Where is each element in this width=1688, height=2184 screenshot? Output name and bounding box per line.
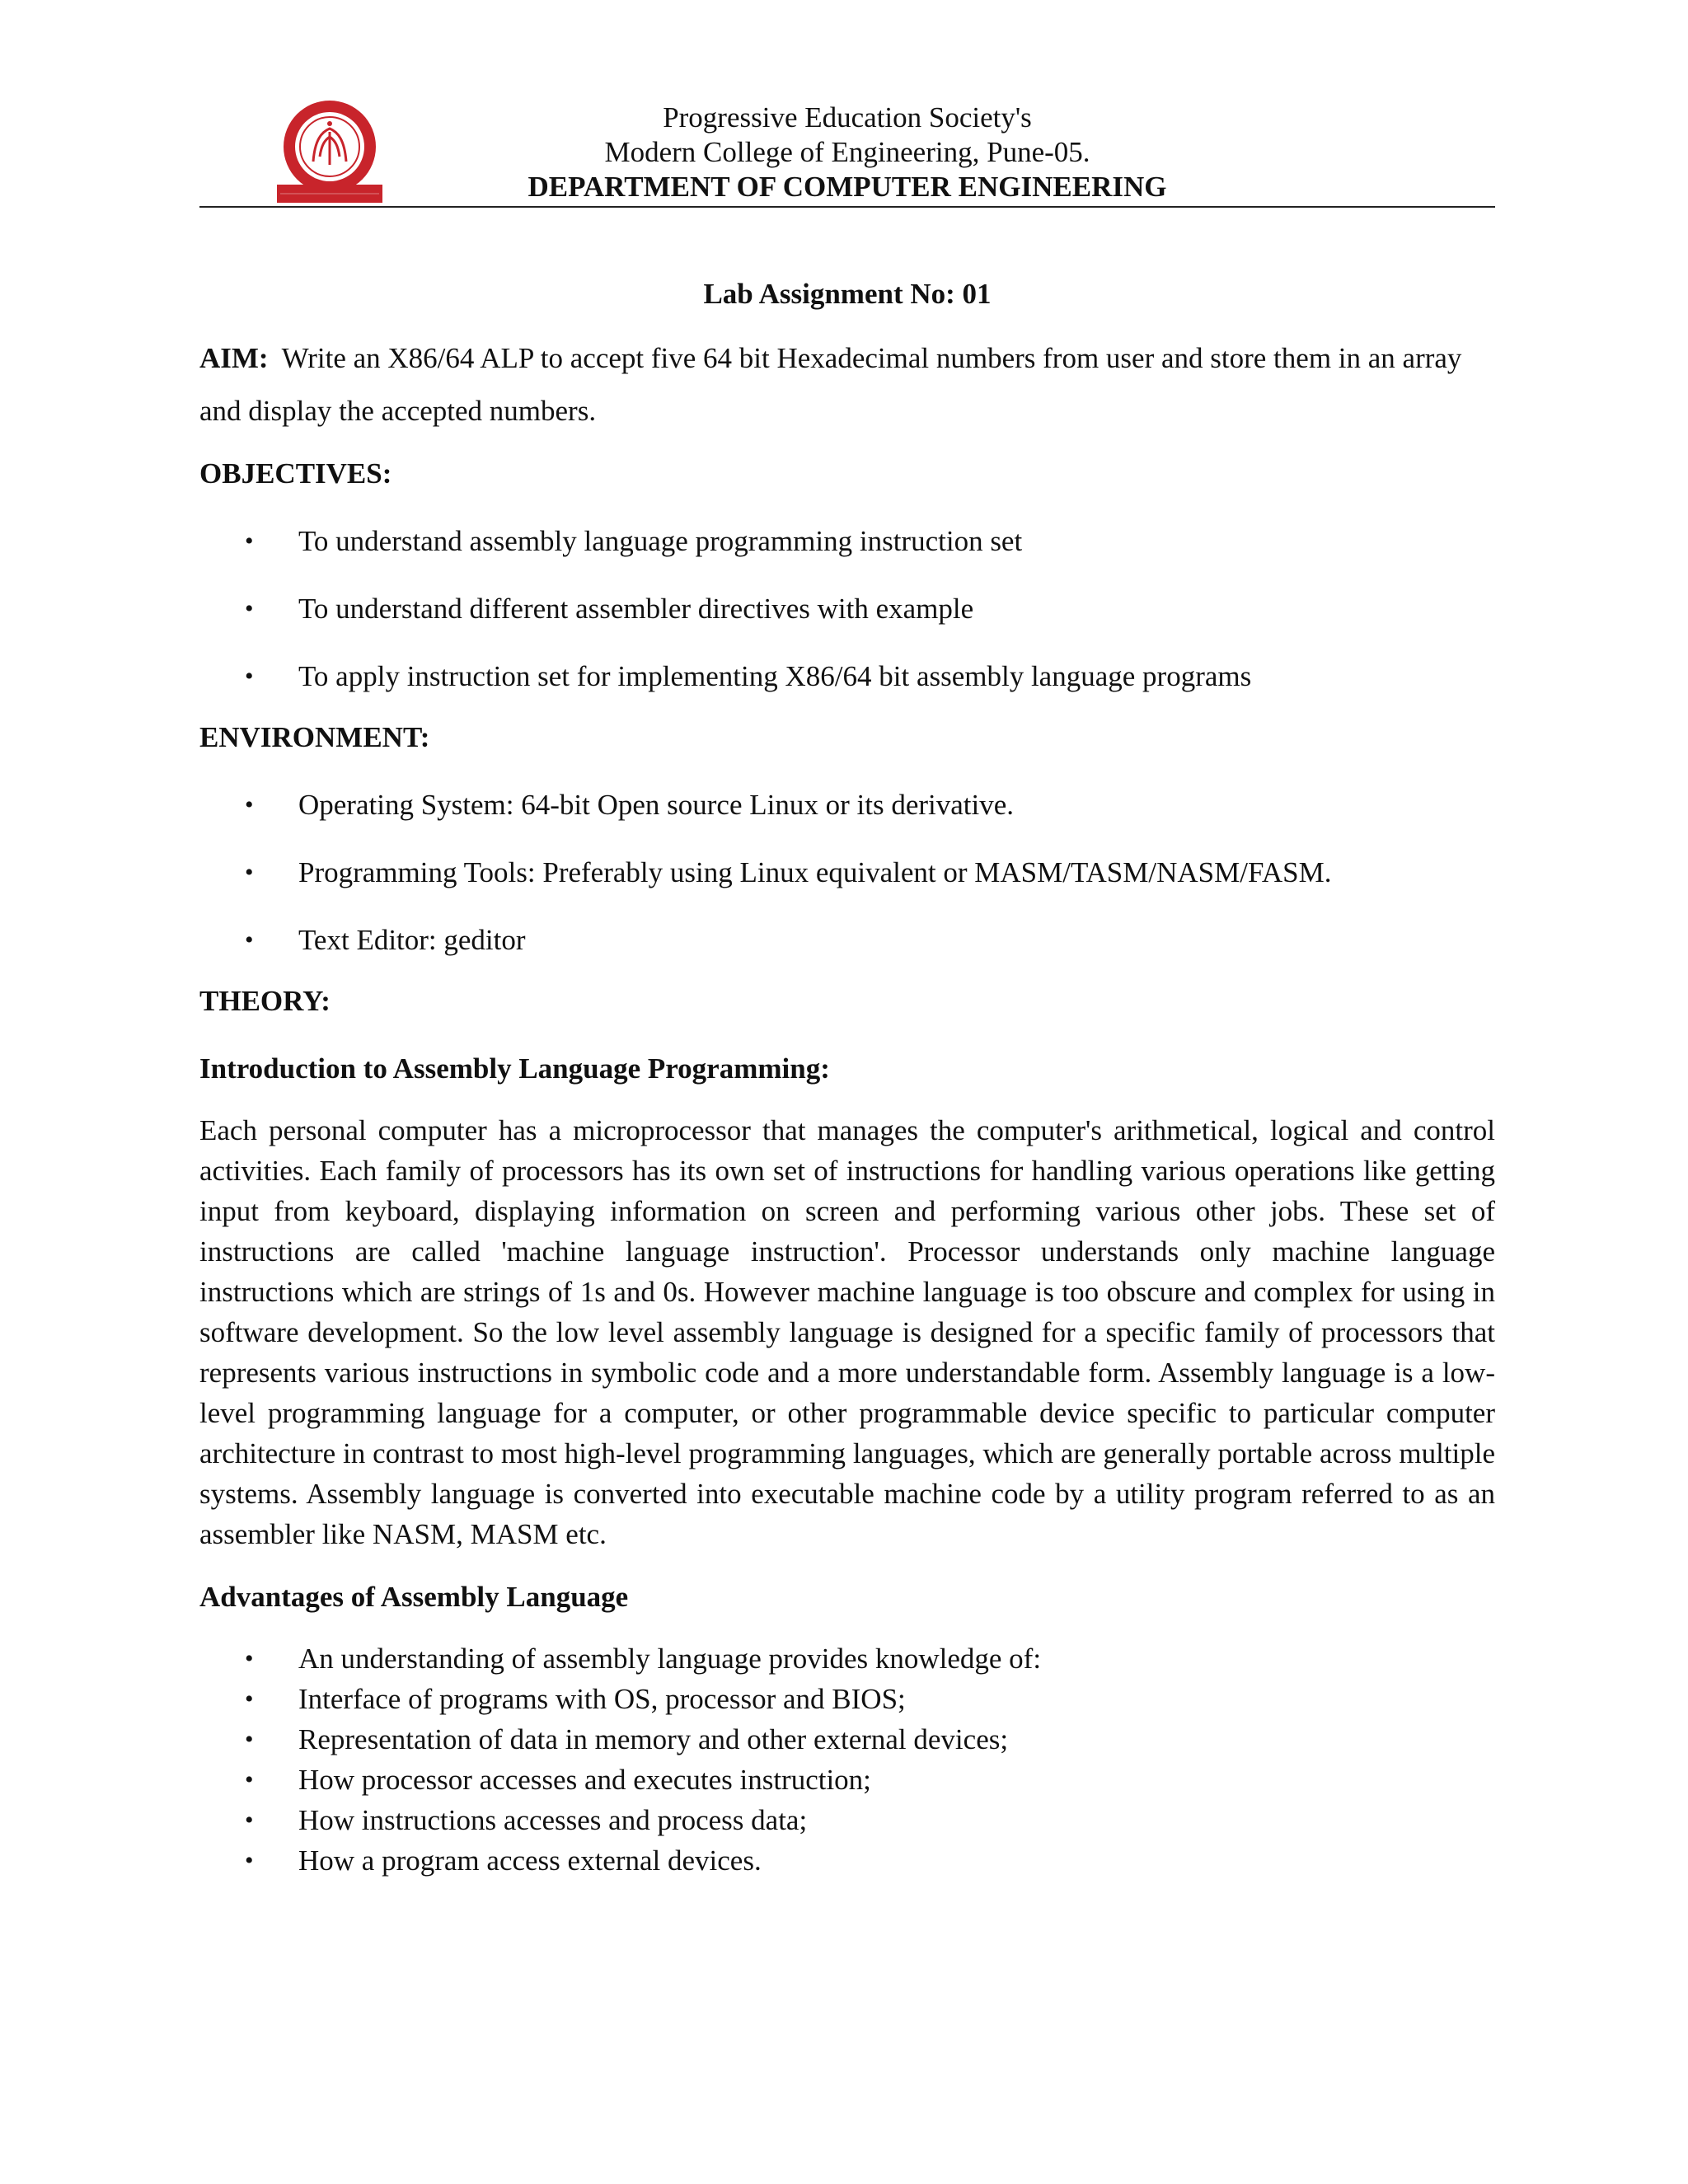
bullet-icon: •	[245, 663, 254, 690]
list-item: • Text Editor: geditor	[199, 922, 1495, 958]
list-item: • Representation of data in memory and other external devices;	[199, 1719, 1495, 1760]
bullet-icon: •	[245, 1645, 254, 1672]
bullet-icon: •	[245, 1766, 254, 1793]
list-item: • Interface of programs with OS, processor and BIOS;	[199, 1679, 1495, 1719]
bullet-icon: •	[245, 791, 254, 818]
environment-heading: ENVIRONMENT:	[199, 721, 430, 753]
intro-heading: Introduction to Assembly Language Programming:	[199, 1052, 830, 1085]
college-name: Modern College of Engineering, Pune-05.	[604, 136, 1090, 168]
advantages-list	[199, 1638, 1495, 1881]
aim-label: AIM:	[199, 342, 269, 374]
intro-paragraph: Each personal computer has a microprocessor that manages the computer's arithmetical, logical and control activities. Each family of processors has its own set of instructions for handling various operations like getting input from keyboard, displaying information on screen and performing various other jobs. These set of instructions are called 'machine language instruction'. Processor understands only machine language instructions which are strings of 1s and 0s. However machine language is too obscure and complex for using in software development. So the low level assembly language is designed for a specific family of processors that represents various instructions in symbolic code and a more understandable form. Assembly language is a low-level programming language for a computer, or other programmable device specific to particular computer architecture in contrast to most high-level programming languages, which are generally portable across multiple systems. Assembly language is converted into executable machine code by a utility program referred to as an assembler like NASM, MASM etc.	[199, 1114, 1495, 1550]
document-body	[199, 276, 1495, 1881]
assignment-title: Lab Assignment No: 01	[703, 278, 992, 310]
list-item: • How processor accesses and executes instruction;	[199, 1760, 1495, 1800]
department-name: DEPARTMENT OF COMPUTER ENGINEERING	[528, 171, 1167, 203]
bullet-icon: •	[245, 1685, 254, 1713]
list-item: • An understanding of assembly language provides knowledge of:	[199, 1638, 1495, 1679]
bullet-icon: •	[245, 1847, 254, 1874]
list-item: • How a program access external devices.	[199, 1840, 1495, 1881]
bullet-icon: •	[245, 926, 254, 954]
institution-block	[199, 101, 1495, 204]
theory-heading: THEORY:	[199, 985, 331, 1017]
document-header	[199, 91, 1495, 206]
list-item: • How instructions accesses and process data;	[199, 1800, 1495, 1840]
header-divider	[199, 206, 1495, 208]
list-item: • Operating System: 64-bit Open source Linux or its derivative.	[199, 787, 1495, 823]
bullet-icon: •	[245, 527, 254, 555]
bullet-icon: •	[245, 1807, 254, 1834]
society-name: Progressive Education Society's	[663, 101, 1032, 134]
environment-list	[199, 787, 1495, 958]
list-item: • Programming Tools: Preferably using Linux equivalent or MASM/TASM/NASM/FASM.	[199, 855, 1495, 891]
document-page	[199, 0, 1495, 2184]
bullet-icon: •	[245, 595, 254, 622]
bullet-icon: •	[245, 1726, 254, 1753]
objectives-list	[199, 523, 1495, 695]
aim-text: Write an X86/64 ALP to accept five 64 bit Hexadecimal numbers from user and store them in an array and display the accepted numbers.	[199, 342, 1462, 427]
bullet-icon: •	[245, 859, 254, 886]
list-item: • To understand different assembler directives with example	[199, 591, 1495, 627]
advantages-heading: Advantages of Assembly Language	[199, 1581, 629, 1613]
aim-statement	[199, 332, 1495, 438]
list-item: • To understand assembly language programming instruction set	[199, 523, 1495, 560]
objectives-heading: OBJECTIVES:	[199, 457, 392, 490]
list-item: • To apply instruction set for implementing X86/64 bit assembly language programs	[199, 658, 1495, 695]
